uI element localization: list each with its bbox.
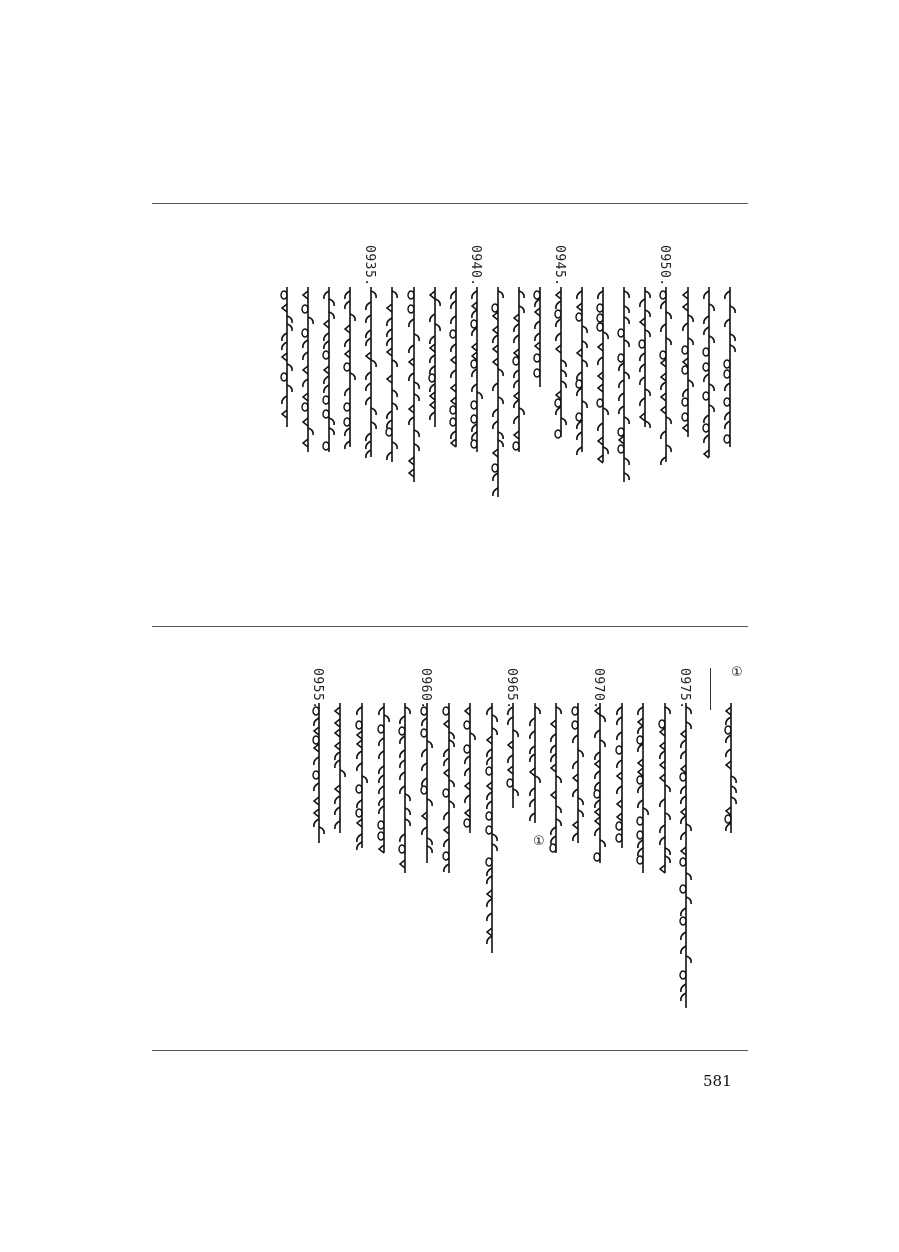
mongolian-text-line [554,287,568,437]
mongolian-text-line [343,287,357,447]
mongolian-text-line [615,703,629,848]
line-number: 0935. [362,245,377,287]
mongolian-text-line [571,703,585,843]
mongolian-text-line [638,287,652,427]
mongolian-text-line [491,287,505,497]
mongolian-text-line [398,703,412,873]
mongolian-text-line [463,703,477,833]
mongolian-text-line [617,287,631,482]
mongolian-text-line [355,703,369,848]
mongolian-text-line [442,703,456,873]
mongolian-text-line [449,287,463,447]
mongolian-text-line [312,703,326,843]
line-number: 0940. [468,245,483,287]
mongolian-text-line [506,703,520,808]
mongolian-text-line [528,703,542,823]
mongolian-text-line [533,287,547,387]
mongolian-text-line [723,287,737,447]
mongolian-text-line [681,287,695,437]
mongolian-text-line [512,287,526,452]
mongolian-text-line [385,287,399,462]
line-number: 0960. [418,668,433,710]
mongolian-text-line [407,287,421,482]
line-number: 0950. [657,245,672,287]
mongolian-text-line [724,703,738,833]
line-number: 0965. [504,668,519,710]
mongolian-text-line [364,287,378,457]
page-number: 581 [703,1072,732,1090]
mongolian-text-line [596,287,610,462]
mongolian-text-line [549,703,563,853]
mongolian-text-line [575,287,589,452]
footnote-separator [710,668,711,710]
mongolian-text-line [280,287,294,427]
mongolian-text-line [485,703,499,953]
top-rule [152,203,748,204]
inline-footnote-marker: ① [533,834,545,849]
line-number: 0945. [552,245,567,287]
mongolian-text-line [470,287,484,452]
mongolian-text-line [322,287,336,452]
line-number: 0975. [677,668,692,710]
mongolian-text-line [679,703,693,1008]
mongolian-text-line [702,287,716,457]
mongolian-text-line [593,703,607,863]
mongolian-text-line [377,703,391,853]
footnote-marker: ① [731,665,743,680]
mongolian-text-line [420,703,434,863]
mongolian-text-line [428,287,442,427]
mongolian-text-line [659,287,673,462]
bottom-rule [152,1050,748,1051]
line-number: 0970. [591,668,606,710]
line-number: 0955. [310,668,325,710]
mongolian-text-line [301,287,315,452]
mongolian-text-line [636,703,650,873]
mongolian-text-line [658,703,672,873]
middle-rule [152,626,748,627]
mongolian-text-line [333,703,347,833]
